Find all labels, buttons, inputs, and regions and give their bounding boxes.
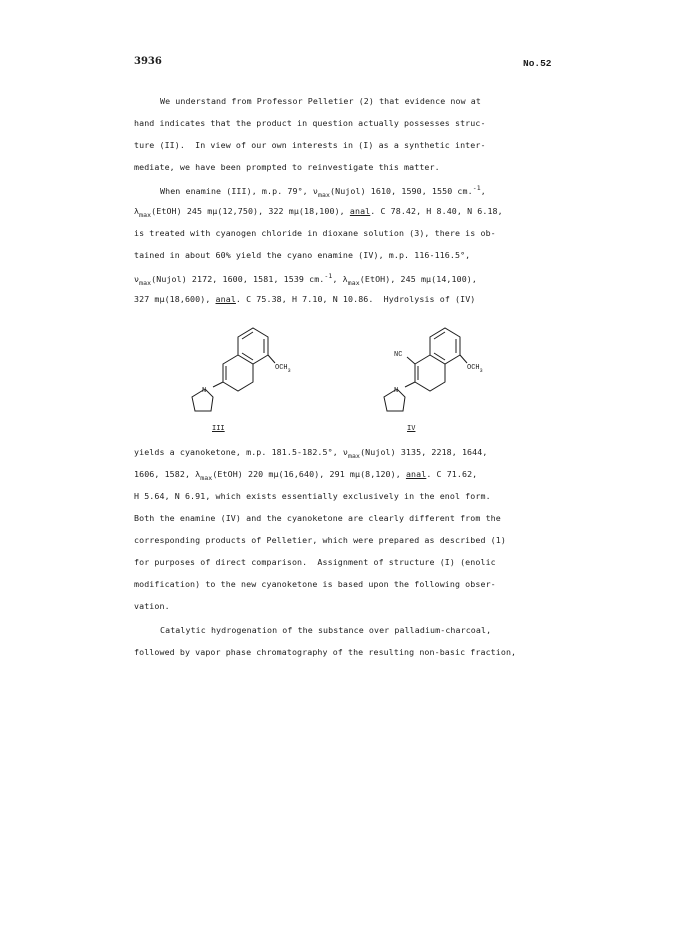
para2-line-5: $\nu_{max}(Nujol)$ 2172, 1600, 1581, 1539 cm.$^{-1}$, $\lambda_{max}(EtOH)$, 245 mμ(14,100), (134, 272, 477, 287)
para1-line: We understand from Professor Pelletier (2) that evidence now at (160, 96, 481, 106)
och3-label: $OCH_3$ (467, 364, 483, 374)
para2-line-6: 327 mμ(18,600), anal. C 75.38, H 7.10, N 10.86. Hydrolysis of (IV) (134, 294, 476, 304)
structure-iii (175, 325, 315, 425)
label-iii: III (212, 424, 225, 432)
och3-label: $OCH_3$ (275, 364, 291, 374)
para2-line-2: $\lambda_{max}(EtOH)$ 245 mμ(12,750), 322 mμ(18,100), anal. C 78.42, H 8.40, N 6.18, (134, 206, 503, 219)
para3-line-6: for purposes of direct comparison. Assignment of structure (I) (enolic (134, 557, 496, 567)
page-number: 3936 (134, 56, 162, 67)
para4-line: followed by vapor phase chromatography of the resulting non-basic fraction, (134, 647, 517, 657)
para3-line-5: corresponding products of Pelletier, which were prepared as described (1) (134, 535, 506, 545)
para3-line-7: modification) to the new cyanoketone is based upon the following obser- (134, 579, 496, 589)
para4-line: Catalytic hydrogenation of the substance over palladium-charcoal, (160, 625, 492, 635)
issue-number: No.52 (523, 58, 552, 69)
para3-line-1: yields a cyanoketone, m.p. 181.5-182.5°, $\nu_{max}(Nujol)$ 3135, 2218, 1644, (134, 447, 488, 460)
structure-iv (360, 325, 510, 425)
para2-line-1: When enamine (III), m.p. 79°, $\nu_{max}(Nujol)$ 1610, 1590, 1550 cm.$^{-1}$, (160, 184, 486, 199)
saturated-ring (415, 355, 445, 391)
para3-line-4: Both the enamine (IV) and the cyanoketone are clearly different from the (134, 513, 501, 523)
para3-line-8: vation. (134, 601, 170, 611)
saturated-ring (223, 355, 253, 391)
n-label: N (394, 387, 399, 395)
para1-line: ture (II). In view of our own interests in (I) as a synthetic inter- (134, 140, 486, 150)
para3-line-2: 1606, 1582, $\lambda_{max}(EtOH)$ 220 mμ(16,640), 291 mμ(8,120), anal. C 71.62, (134, 469, 478, 482)
label-iv: IV (407, 424, 416, 432)
para2-line-3: is treated with cyanogen chloride in dioxane solution (3), there is ob- (134, 228, 496, 238)
nc-label: NC (394, 351, 403, 359)
para3-line-3: H 5.64, N 6.91, which exists essentially exclusively in the enol form. (134, 491, 491, 501)
para1-line: mediate, we have been prompted to reinvestigate this matter. (134, 162, 440, 172)
para2-line-4: tained in about 60% yield the cyano enamine (IV), m.p. 116-116.5°, (134, 250, 471, 260)
para1-line: hand indicates that the product in question actually possesses struc- (134, 118, 486, 128)
n-label: N (202, 387, 207, 395)
